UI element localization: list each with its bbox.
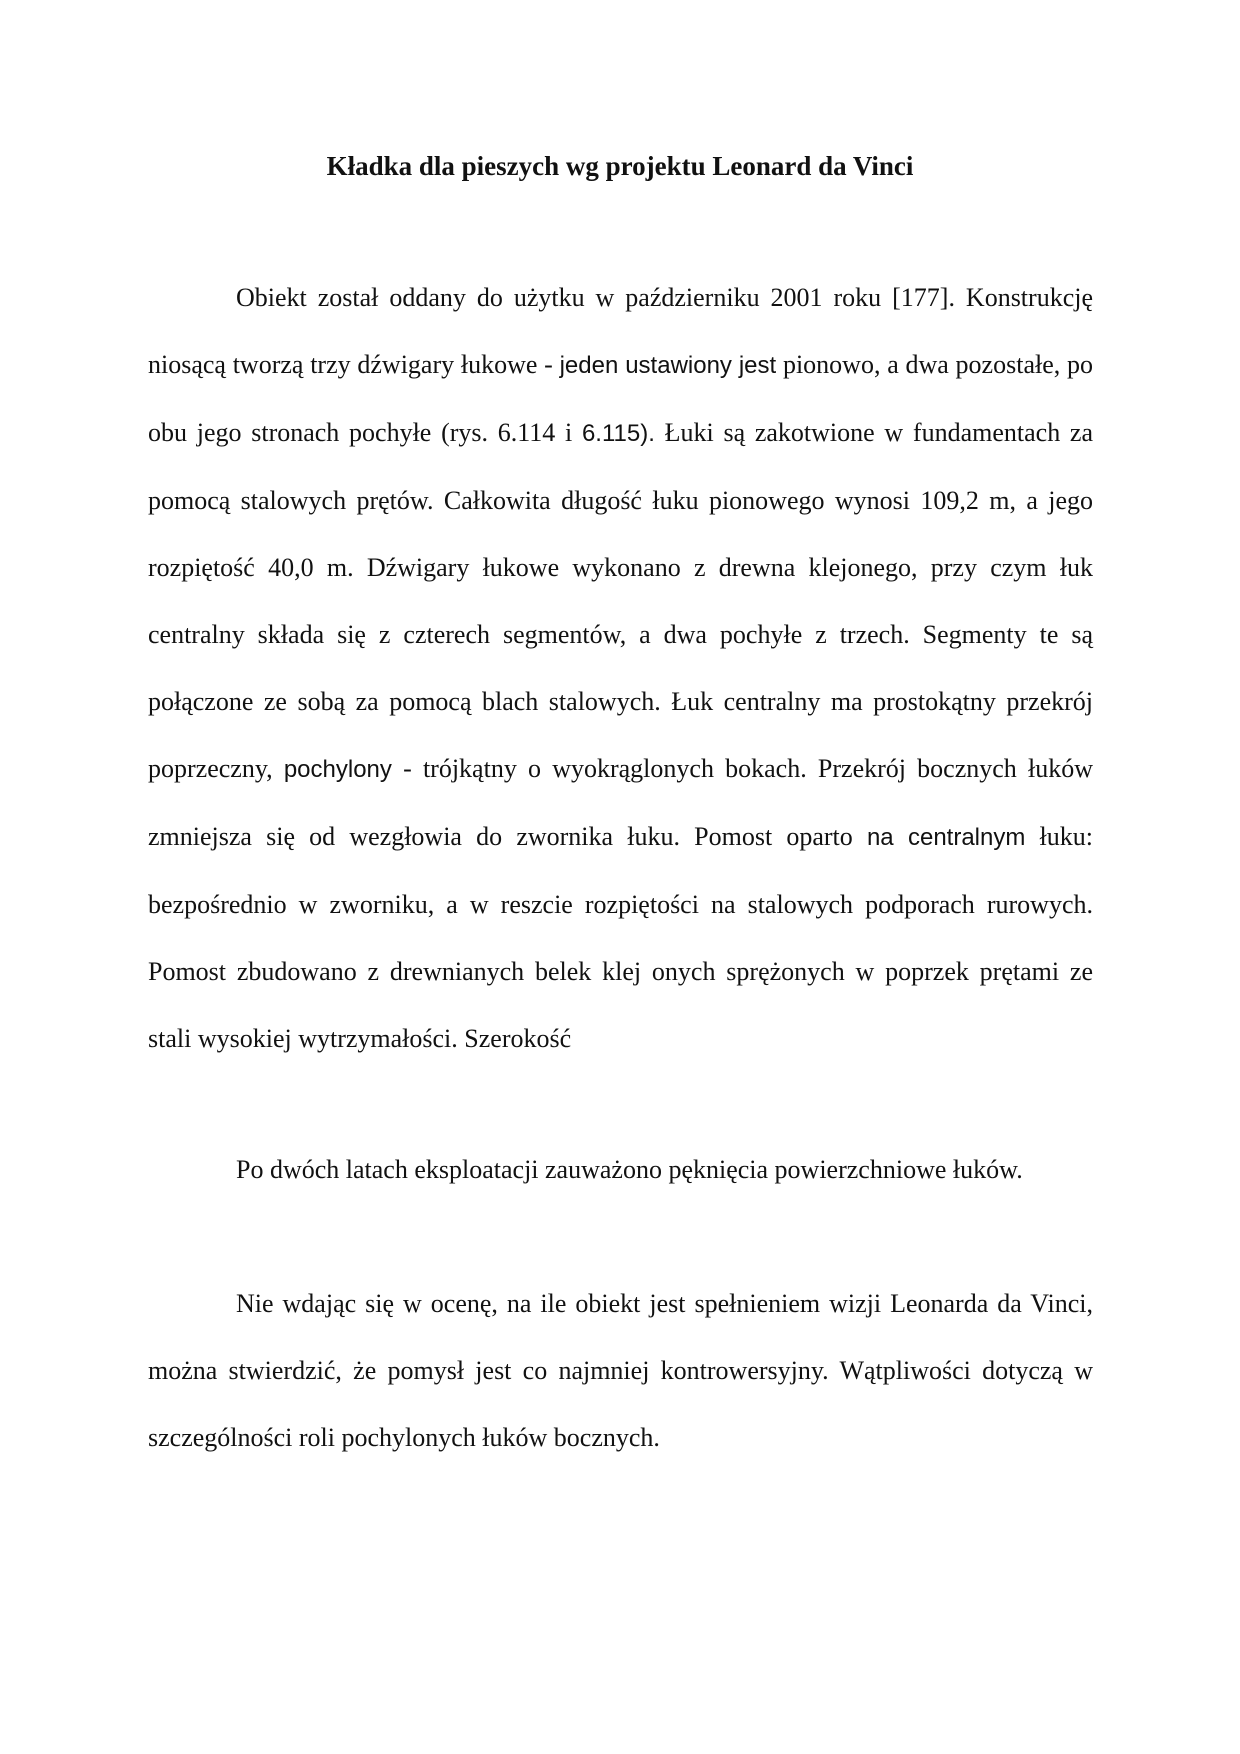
document-title: Kładka dla pieszych wg projektu Leonard da Vinci — [326, 151, 914, 181]
paragraph-1-text: - trójkątny o wyokrąglonych bokach. Przekrój bocznych łuków zmniejsza się od wezgłowia do zwornika łuku. Pomost oparto — [148, 754, 1093, 851]
paragraph-1-text: na centralnym — [866, 824, 1026, 851]
paragraph-1-text: jeden ustawiony jest — [559, 352, 777, 379]
paragraph-3: Nie wdając się w ocenę, na ile obiekt jest spełnieniem wizji Leonarda da Vinci, można stwierdzić, że pomysł jest co najmniej kontrowersyjny. Wątpliwości dotyczą w szczególności roli pochylonych łuków bocznych. — [148, 1289, 1093, 1452]
paragraph-1-text: pochylony — [283, 756, 392, 783]
paragraph-1-text: Łuki są zakotwione w fundamentach za pomocą stalowych prętów. Całkowita długość łuku pionowego wynosi 109,2 m, a jego rozpiętość 40,0 m. Dźwigary łukowe wykonano z drewna klejonego, przy czym łuk centralny składa się z czterech segmentów, a dwa pochyłe z trzech. Segmenty te są połączone ze sobą za pomocą blach stalowych. Łuk centralny ma prostokątny przekrój poprzeczny, — [148, 418, 1093, 783]
paragraph-1 — [148, 264, 1093, 1072]
paragraph-1-text: Obiekt został oddany do użytku w październiku 2001 roku [177]. Konstrukcję niosącą tworzą trzy dźwigary łukowe - — [148, 283, 1093, 379]
paragraph-1-text: łuku: bezpośrednio w zworniku, a w reszcie rozpiętości na stalowych podporach rurowych. Pomost zbudowano z drewnianych belek klej onych sprężonych w poprzek prętami ze stali wysokiej wytrzymałości. Szerokość — [148, 822, 1093, 1053]
paragraph-2: Po dwóch latach eksploatacji zauważono pęknięcia powierzchniowe łuków. — [236, 1155, 1023, 1184]
paragraph-1-text: 6.115). — [581, 420, 655, 447]
paragraph-1-text: pionowo, a dwa pozostałe, po obu jego stronach pochyłe (rys. 6.114 i — [148, 350, 1093, 447]
